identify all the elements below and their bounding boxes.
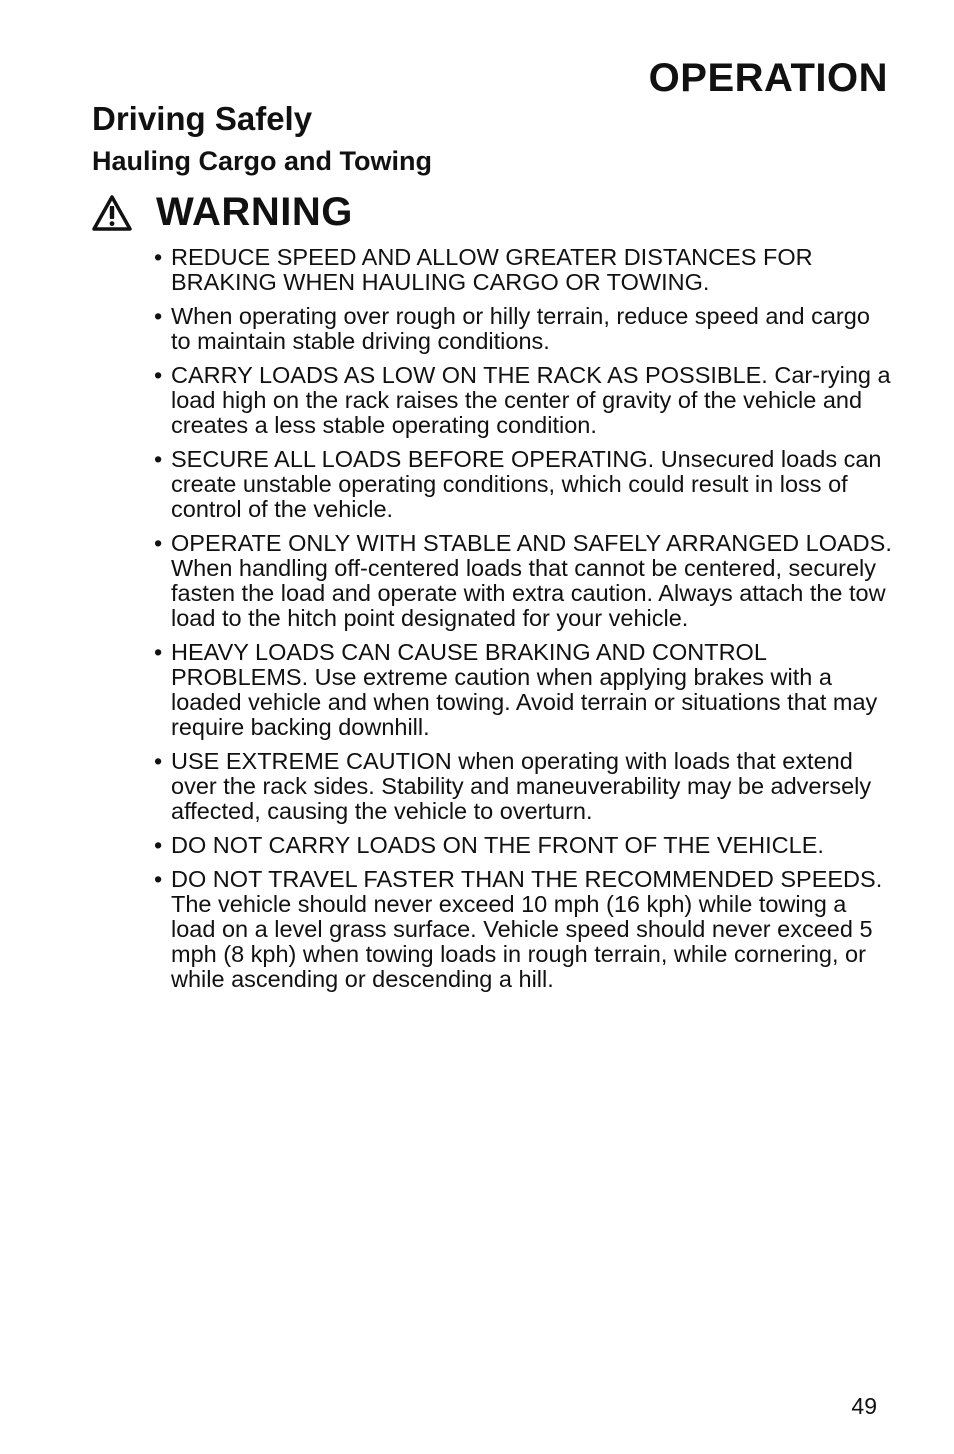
warning-item: • REDUCE SPEED AND ALLOW GREATER DISTANCES FOR BRAKING WHEN HAULING CARGO OR TOWING. — [154, 245, 894, 295]
warning-item: • HEAVY LOADS CAN CAUSE BRAKING AND CONTROL PROBLEMS. Use extreme caution when applying brakes with a loaded vehicle and when towing. Avoid terrain or situations that may require backing downhill. — [154, 640, 894, 740]
warning-item: • USE EXTREME CAUTION when operating with loads that extend over the rack sides. Stability and maneuverability may be adversely affected, causing the vehicle to overturn. — [154, 749, 894, 824]
warning-item: • SECURE ALL LOADS BEFORE OPERATING. Unsecured loads can create unstable operating conditions, which could result in loss of control of the vehicle. — [154, 447, 894, 522]
page-number: 49 — [851, 1393, 877, 1419]
warning-item: • DO NOT TRAVEL FASTER THAN THE RECOMMENDED SPEEDS. The vehicle should never exceed 10 mph (16 kph) while towing a load on a level grass surface. Vehicle speed should never exceed 5 mph (8 kph) when towing loads in rough terrain, while cornering, or while ascending or descending a hill. — [154, 867, 894, 992]
warning-item: • OPERATE ONLY WITH STABLE AND SAFELY ARRANGED LOADS. When handling off-centered loads that cannot be centered, securely fasten the load and operate with extra caution. Always attach the tow load to the hitch point designated for your vehicle. — [154, 531, 894, 631]
warning-item: • CARRY LOADS AS LOW ON THE RACK AS POSSIBLE. Car-rying a load high on the rack raises the center of gravity of the vehicle and creates a less stable operating condition. — [154, 363, 894, 438]
warning-list — [154, 245, 894, 1001]
warning-item: • DO NOT CARRY LOADS ON THE FRONT OF THE VEHICLE. — [154, 833, 894, 858]
warning-header — [92, 190, 353, 235]
warning-triangle-icon — [92, 195, 132, 231]
warning-item: • When operating over rough or hilly terrain, reduce speed and cargo to maintain stable driving conditions. — [154, 304, 894, 354]
warning-label: WARNING — [156, 190, 353, 234]
section-title: OPERATION — [648, 56, 888, 100]
page-heading: Driving Safely — [92, 100, 313, 137]
page-subheading: Hauling Cargo and Towing — [92, 146, 432, 176]
